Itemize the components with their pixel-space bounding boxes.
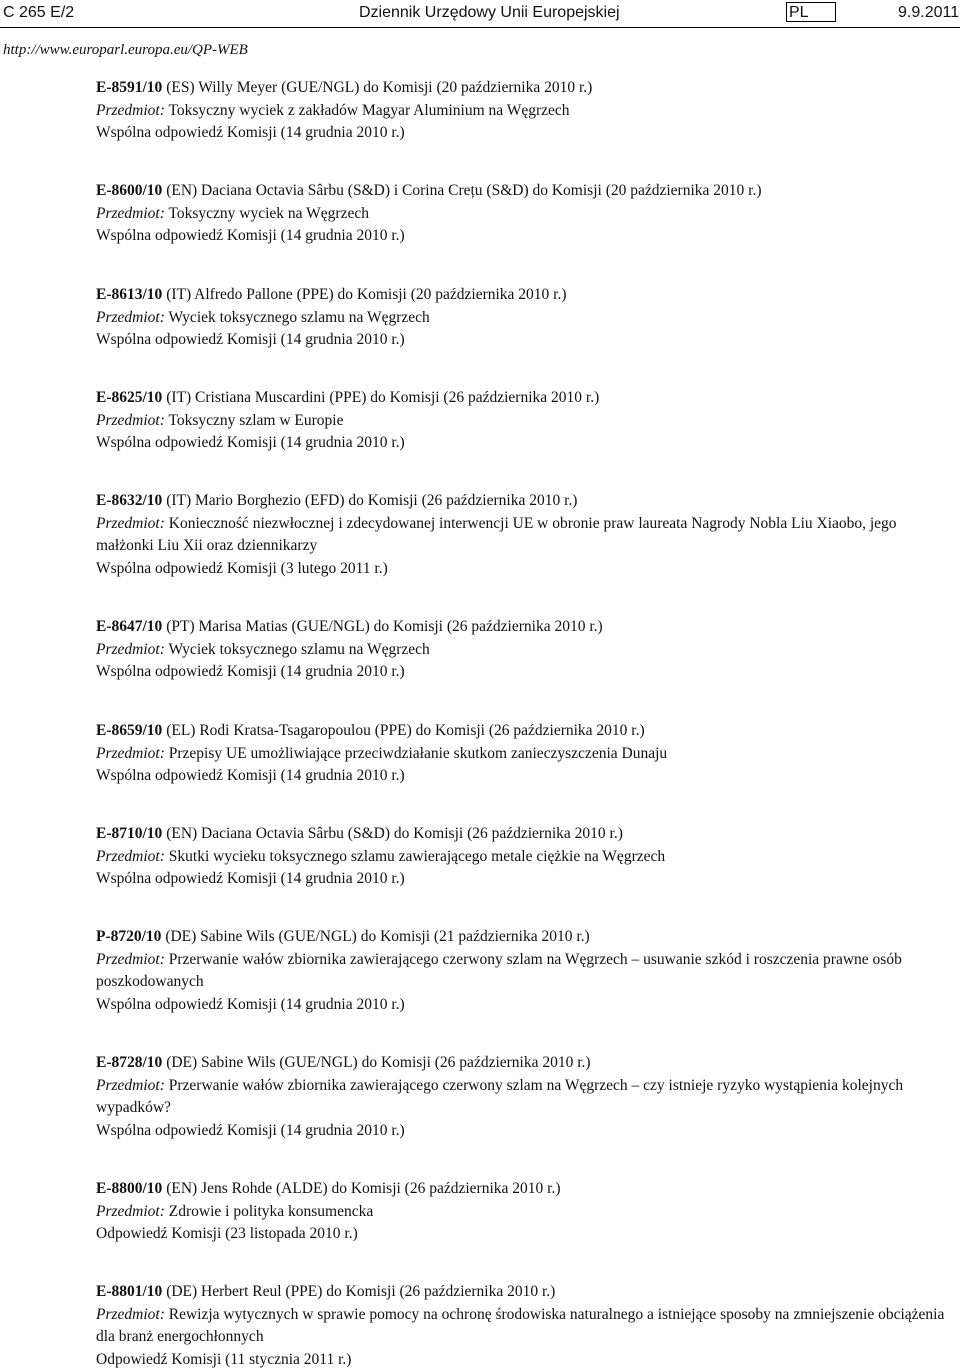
- subject-text: Przepisy UE umożliwiające przeciwdziałanie skutkom zanieczyszczenia Dunaju: [164, 744, 668, 762]
- subject-label: Przedmiot:: [96, 101, 165, 119]
- question-entry: [96, 1281, 946, 1371]
- subject-label: Przedmiot:: [96, 1305, 165, 1323]
- question-number: E-8647/10: [96, 618, 163, 635]
- subject-label: Przedmiot:: [96, 744, 165, 762]
- question-number: E-8632/10: [96, 492, 163, 509]
- question-header: [96, 387, 946, 410]
- question-header: [96, 77, 946, 100]
- question-number: E-8659/10: [96, 722, 163, 739]
- question-header: [96, 926, 946, 949]
- answer-line: Wspólna odpowiedź Komisji (14 grudnia 2010 r.): [96, 1121, 405, 1139]
- question-subject: [96, 846, 946, 869]
- answer-line: Wspólna odpowiedź Komisji (14 grudnia 2010 r.): [96, 995, 405, 1013]
- subject-text: Przerwanie wałów zbiornika zawierającego czerwony szlam na Węgrzech – usuwanie szkód i roszczenia prawne osób poszkodowanych: [96, 950, 902, 990]
- question-number: P-8720/10: [96, 928, 162, 945]
- subject-text: Konieczność niezwłocznej i zdecydowanej interwencji UE w obronie praw laureata Nagrody Nobla Liu Xiaobo, jego małżonki Liu Xii oraz dziennikarzy: [96, 514, 897, 554]
- answer-line: Wspólna odpowiedź Komisji (14 grudnia 2010 r.): [96, 227, 405, 244]
- question-entry: [96, 616, 946, 684]
- question-subject: [96, 307, 946, 330]
- answer-line: Wspólna odpowiedź Komisji (14 grudnia 2010 r.): [96, 331, 405, 348]
- question-number: E-8600/10: [96, 182, 163, 199]
- answer-line: Wspólna odpowiedź Komisji (14 grudnia 2010 r.): [96, 767, 405, 784]
- question-entry: [96, 926, 946, 1016]
- publication-date: 9.9.2011: [898, 4, 960, 21]
- answer-line: Wspólna odpowiedź Komisji (3 lutego 2011 r.): [96, 559, 388, 577]
- answer-line: Wspólna odpowiedź Komisji (14 grudnia 2010 r.): [96, 870, 405, 887]
- subject-label: Przedmiot:: [96, 640, 165, 658]
- question-author: (DE) Herbert Reul (PPE) do Komisji (26 października 2010 r.): [162, 1283, 556, 1300]
- question-subject: [96, 1304, 946, 1349]
- question-entry: [96, 284, 946, 352]
- subject-label: Przedmiot:: [96, 1076, 165, 1094]
- question-number: E-8710/10: [96, 825, 163, 842]
- question-header: [96, 720, 946, 743]
- subject-label: Przedmiot:: [96, 204, 165, 222]
- subject-text: Toksyczny wyciek na Węgrzech: [164, 204, 369, 222]
- question-header: [96, 284, 946, 307]
- question-author: (DE) Sabine Wils (GUE/NGL) do Komisji (26 października 2010 r.): [162, 1054, 591, 1071]
- question-header: [96, 180, 946, 203]
- answer-line: Wspólna odpowiedź Komisji (14 grudnia 2010 r.): [96, 663, 405, 680]
- question-author: (EN) Daciana Octavia Sârbu (S&D) i Corina Crețu (S&D) do Komisji (20 października 2010 r.): [162, 182, 762, 199]
- question-number: E-8728/10: [96, 1054, 163, 1071]
- question-subject: [96, 410, 946, 433]
- question-subject: [96, 100, 946, 123]
- question-number: E-8591/10: [96, 79, 163, 96]
- subject-text: Toksyczny szlam w Europie: [164, 411, 344, 429]
- answer-line: Wspólna odpowiedź Komisji (14 grudnia 2010 r.): [96, 434, 405, 451]
- subject-text: Skutki wycieku toksycznego szlamu zawierającego metale ciężkie na Węgrzech: [164, 847, 666, 865]
- question-entry: [96, 77, 946, 145]
- question-entry: [96, 387, 946, 455]
- question-entry: [96, 1052, 946, 1142]
- answer-line: Odpowiedź Komisji (23 listopada 2010 r.): [96, 1225, 358, 1242]
- question-entry: [96, 720, 946, 788]
- question-subject: [96, 949, 946, 994]
- question-author: (IT) Mario Borghezio (EFD) do Komisji (26 października 2010 r.): [162, 492, 578, 509]
- question-header: [96, 823, 946, 846]
- subject-text: Przerwanie wałów zbiornika zawierającego czerwony szlam na Węgrzech – czy istnieje ryzyko wystąpienia kolejnych wypadków?: [96, 1076, 904, 1116]
- question-author: (EN) Daciana Octavia Sârbu (S&D) do Komisji (26 października 2010 r.): [162, 825, 623, 842]
- question-header: [96, 1178, 946, 1201]
- subject-label: Przedmiot:: [96, 411, 165, 429]
- question-entry: [96, 180, 946, 248]
- question-entry: [96, 1178, 946, 1246]
- question-header: [96, 616, 946, 639]
- subject-text: Wyciek toksycznego szlamu na Węgrzech: [164, 640, 430, 658]
- source-url[interactable]: http://www.europarl.europa.eu/QP-WEB: [3, 42, 248, 58]
- question-author: (EN) Jens Rohde (ALDE) do Komisji (26 października 2010 r.): [162, 1180, 561, 1197]
- question-header: [96, 1281, 946, 1304]
- subject-label: Przedmiot:: [96, 847, 165, 865]
- answer-line: Wspólna odpowiedź Komisji (14 grudnia 2010 r.): [96, 124, 405, 141]
- question-entry: [96, 490, 946, 580]
- question-author: (IT) Cristiana Muscardini (PPE) do Komisji (26 października 2010 r.): [162, 389, 600, 406]
- question-number: E-8613/10: [96, 286, 163, 303]
- question-number: E-8801/10: [96, 1283, 163, 1300]
- question-entry: [96, 823, 946, 891]
- language-badge: PL: [786, 2, 836, 22]
- answer-line: Odpowiedź Komisji (11 stycznia 2011 r.): [96, 1350, 352, 1368]
- question-header: [96, 1052, 946, 1075]
- question-number: E-8625/10: [96, 389, 163, 406]
- question-subject: [96, 639, 946, 662]
- subject-text: Toksyczny wyciek z zakładów Magyar Aluminium na Węgrzech: [164, 101, 570, 119]
- question-author: (DE) Sabine Wils (GUE/NGL) do Komisji (21 października 2010 r.): [161, 928, 590, 945]
- subject-text: Wyciek toksycznego szlamu na Węgrzech: [164, 308, 430, 326]
- subject-text: Rewizja wytycznych w sprawie pomocy na ochronę środowiska naturalnego a istniejące sposoby na zmniejszenie obciążenia dla branż energochłonnych: [96, 1305, 945, 1345]
- page-code: C 265 E/2: [3, 4, 75, 21]
- question-subject: [96, 743, 946, 766]
- subject-label: Przedmiot:: [96, 1202, 165, 1220]
- question-subject: [96, 513, 946, 558]
- question-author: (IT) Alfredo Pallone (PPE) do Komisji (20 października 2010 r.): [162, 286, 567, 303]
- subject-label: Przedmiot:: [96, 308, 165, 326]
- question-header: [96, 490, 946, 513]
- subject-label: Przedmiot:: [96, 514, 165, 532]
- question-author: (PT) Marisa Matias (GUE/NGL) do Komisji (26 października 2010 r.): [162, 618, 603, 635]
- question-number: E-8800/10: [96, 1180, 163, 1197]
- question-subject: [96, 203, 946, 226]
- question-author: (ES) Willy Meyer (GUE/NGL) do Komisji (20 października 2010 r.): [162, 79, 593, 96]
- question-author: (EL) Rodi Kratsa-Tsagaropoulou (PPE) do Komisji (26 października 2010 r.): [162, 722, 645, 739]
- journal-title: Dziennik Urzędowy Unii Europejskiej: [359, 4, 620, 21]
- subject-text: Zdrowie i polityka konsumencka: [164, 1202, 374, 1220]
- page-header: [0, 0, 960, 28]
- question-subject: [96, 1201, 946, 1224]
- subject-label: Przedmiot:: [96, 950, 165, 968]
- question-subject: [96, 1075, 946, 1120]
